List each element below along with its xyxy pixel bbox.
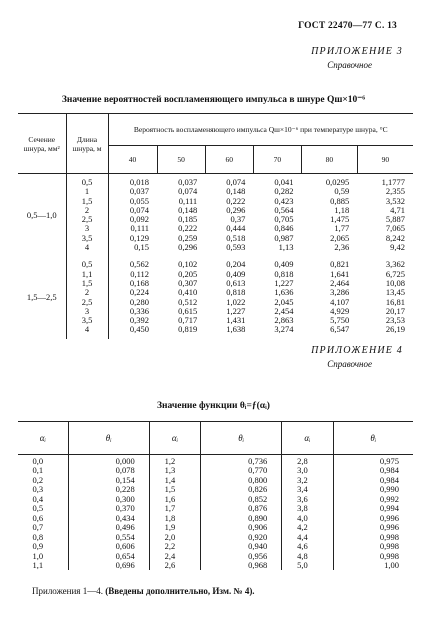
header-temp: 90 [357,146,413,174]
value-cell: 0,562 0,112 0,168 0,224 0,280 0,336 0,392 0,450 [129,259,150,335]
footnote-lead: Приложения 1—4. [32,586,103,596]
header-temp: 40 [108,146,157,174]
length-cell: 0,5 1,1 1,5 2 2,5 3 3,5 4 [66,256,108,338]
header-section: Сечение шнура, мм² [18,114,66,174]
footnote [32,586,255,596]
value-cell: 1,1777 2,355 3,532 4,71 5,887 7,065 8,242 9,42 [381,177,405,253]
table2-caption: Значение функции θᵢ=ƒ(αᵢ) [157,401,270,411]
appendix-4-subtitle: Справочное [327,359,372,369]
value-cell: 0,821 1,641 2,464 3,286 4,107 4,929 5,750 6,547 [330,259,350,335]
table-row [18,455,413,571]
alpha-column: 1,2 1,3 1,4 1,5 1,6 1,7 1,8 1,9 2,0 2,2 2,4 2,6 [149,455,200,571]
alpha-column: 0,0 0,1 0,2 0,3 0,4 0,5 0,6 0,7 0,8 0,9 1,0 1,1 [18,455,68,571]
function-values-table [18,421,413,570]
value-cell: 0,409 0,818 1,227 1,636 2,045 2,454 2,863 3,274 [274,259,294,335]
value-cell: 0,018 0,037 0,055 0,074 0,092 0,111 0,129 0,15 [129,177,150,253]
theta-column: 0,736 0,770 0,800 0,826 0,852 0,876 0,890 0,906 0,920 0,940 0,956 0,968 [201,455,282,571]
header-alpha: αᵢ [18,422,68,455]
appendix-3-title: ПРИЛОЖЕНИЕ 3 [311,46,403,57]
header-alpha: αᵢ [282,422,333,455]
header-theta: θᵢ [68,422,149,455]
value-cell: 0,204 0,409 0,613 0,818 1,022 1,227 1,431 1,638 [226,259,246,335]
section-cell: 1,5—2,5 [18,256,66,338]
table-row [18,174,413,257]
table1-caption: Значение вероятностей воспламеняющего импульса в шнуре Qш×10⁻⁶ [61,95,366,105]
header-temp: 60 [205,146,253,174]
page-header: ГОСТ 22470—77 С. 13 [298,21,397,31]
appendix-3-subtitle: Справочное [327,60,372,70]
header-temp: 70 [253,146,301,174]
value-cell: 0,102 0,205 0,307 0,410 0,512 0,615 0,717 0,819 [178,259,198,335]
header-theta: θᵢ [333,422,413,455]
value-cell: 0,074 0,148 0,222 0,296 0,37 0,444 0,518 0,593 [226,177,246,253]
footnote-amendment: (Введены дополнительно, Изм. № 4). [105,586,255,596]
ignition-probability-table [18,113,413,339]
header-alpha: αᵢ [149,422,200,455]
header-length: Длина шнура, м [66,114,108,174]
value-cell: 0,037 0,074 0,111 0,148 0,185 0,222 0,259 0,296 [178,177,198,253]
length-cell: 0,5 1 1,5 2 2,5 3 3,5 4 [66,174,108,257]
value-cell: 0,041 0,282 0,423 0,564 0,705 0,846 0,987 1,13 [274,177,294,253]
table-row [18,256,413,338]
theta-column: 0,000 0,078 0,154 0,228 0,300 0,370 0,434 0,496 0,554 0,606 0,654 0,696 [68,455,149,571]
header-temp: 50 [157,146,205,174]
header-theta: θᵢ [201,422,282,455]
appendix-4-title: ПРИЛОЖЕНИЕ 4 [311,345,403,356]
header-probability: Вероятность воспламеняющего импульса Qш×10⁻⁶ при температуре шнура, °C [108,114,413,146]
theta-column: 0,975 0,984 0,984 0,990 0,992 0,994 0,996 0,996 0,998 0,998 0,998 1,00 [379,456,399,570]
alpha-column: 2,8 3,0 3,2 3,4 3,6 3,8 4,0 4,2 4,4 4,6 4,8 5,0 [282,455,333,571]
value-cell: 3,362 6,725 10,08 13,45 16,81 20,17 23,53 26,19 [385,259,405,335]
header-temp: 80 [302,146,358,174]
section-cell: 0,5—1,0 [18,174,66,257]
value-cell: 0,0295 0,59 0,885 1,18 1,475 1,77 2,065 2,36 [325,177,350,253]
